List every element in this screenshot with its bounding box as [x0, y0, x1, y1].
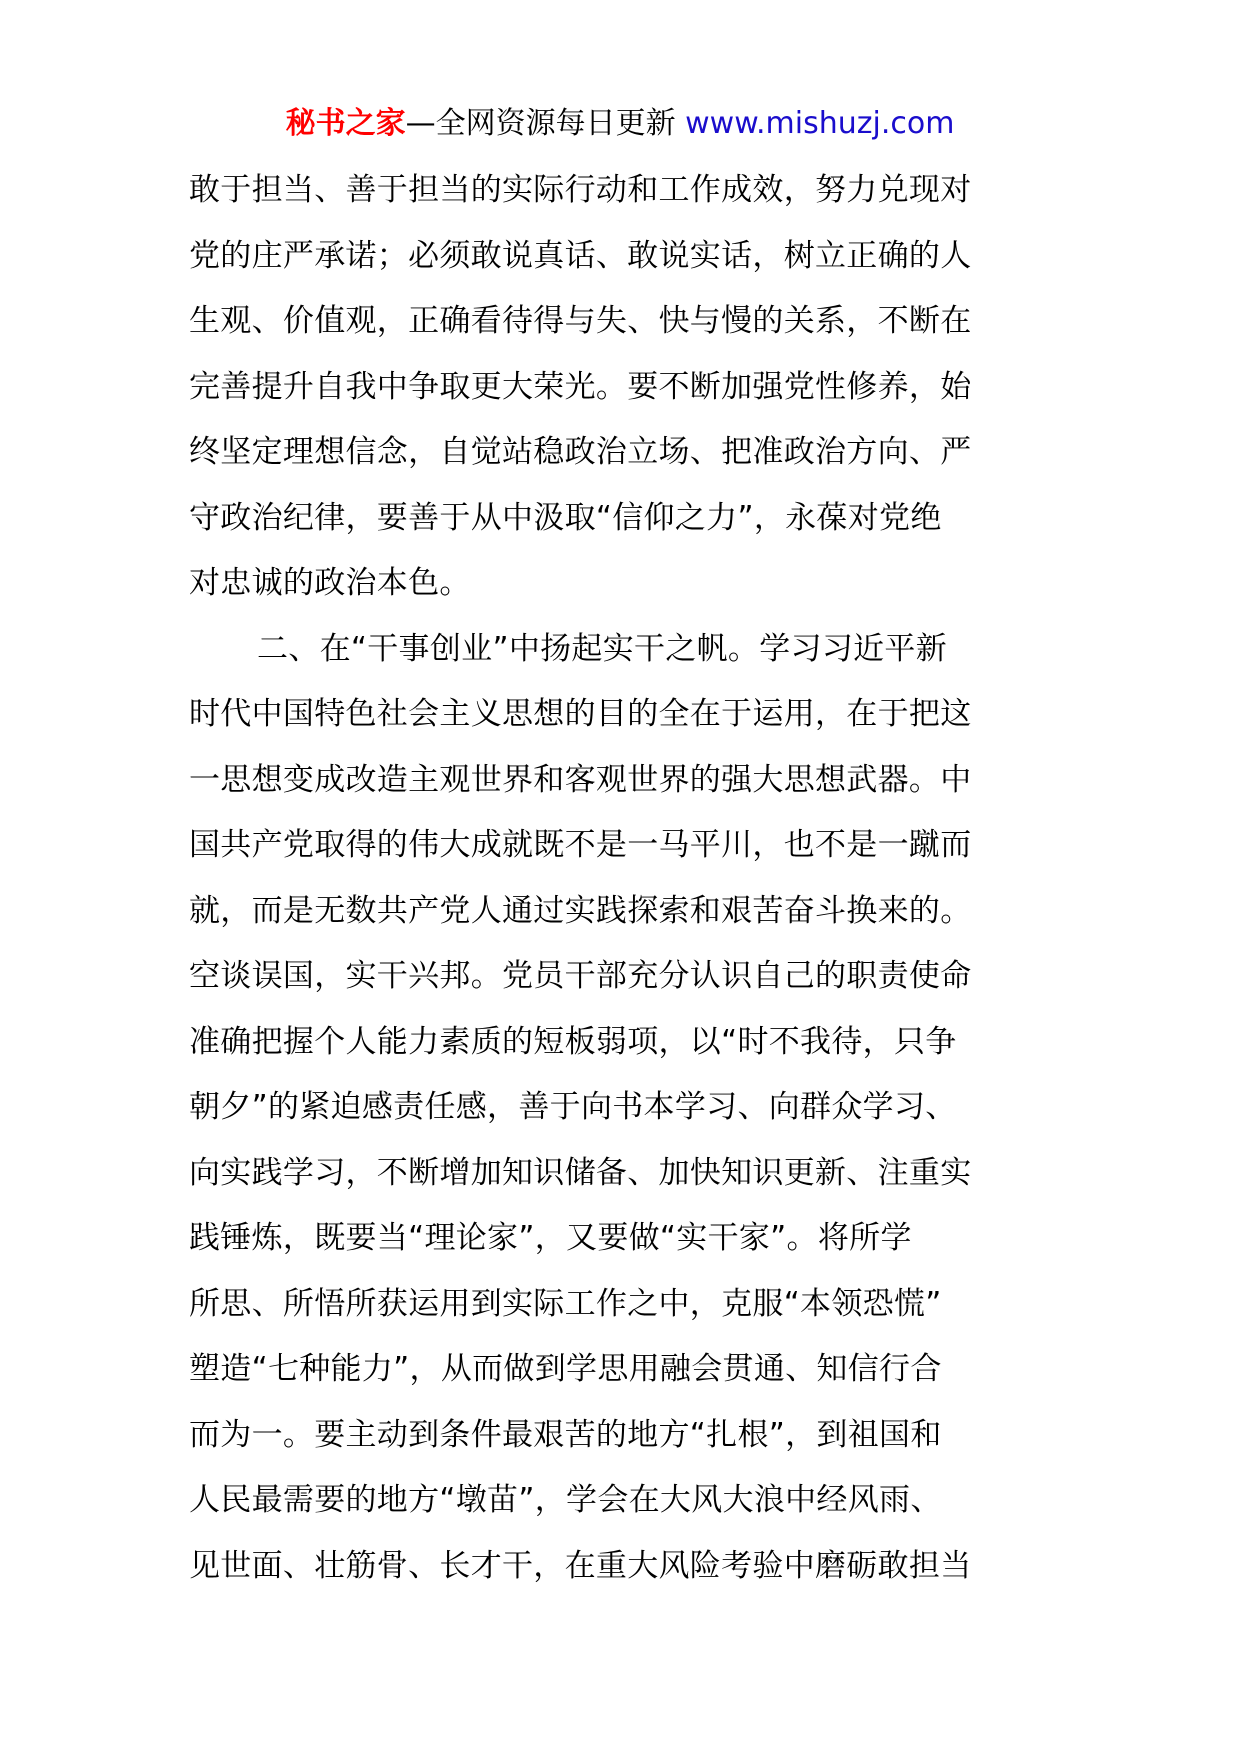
text-line: 所思、所悟所获运用到实际工作之中，克服“本领恐慌” [189, 1285, 942, 1322]
text-line: 终坚定理想信念，自觉站稳政治立场、把准政治方向、严 [189, 434, 972, 470]
text-line: 人民最需要的地方“墩苗”，学会在大风大浪中经风雨、 [189, 1482, 942, 1518]
text-line: 时代中国特色社会主义思想的目的全在于运用，在于把这 [189, 696, 972, 732]
text-line: 对忠诚的政治本色。 [189, 565, 471, 601]
text-line: 准确把握个人能力素质的短板弱项，以“时不我待，只争 [189, 1023, 957, 1060]
text-line: 就，而是无数共产党人通过实践探索和艰苦奋斗换来的。 [189, 892, 972, 929]
text-line: 向实践学习，不断增加知识储备、加快知识更新、注重实 [189, 1154, 972, 1191]
text-line: 而为一。要主动到条件最艰苦的地方“扎根”，到祖国和 [189, 1416, 942, 1453]
text-line: 见世面、壮筋骨、长才干，在重大风险考验中磨砺敢担当 [189, 1547, 972, 1584]
text-line: 践锤炼，既要当“理论家”，又要做“实干家”。将所学 [189, 1220, 912, 1256]
text-line: 一思想变成改造主观世界和客观世界的强大思想武器。中 [189, 761, 972, 798]
site-tagline: —全网资源每日更新 [405, 106, 686, 141]
text-line: 国共产党取得的伟大成就既不是一马平川，也不是一蹴而 [189, 827, 972, 863]
text-line: 朝夕”的紧迫感责任感，善于向书本学习、向群众学习、 [189, 1089, 957, 1125]
site-brand: 秘书之家 [285, 106, 406, 141]
document-body [189, 158, 1059, 1599]
text-line: 生观、价值观，正确看待得与失、快与慢的关系，不断在 [189, 303, 972, 339]
text-line: 守政治纪律，要善于从中汲取“信仰之力”，永葆对党绝 [189, 499, 942, 536]
page-header [0, 102, 1240, 146]
text-line: 塑造“七种能力”，从而做到学思用融会贯通、知信行合 [189, 1351, 942, 1387]
text-line: 敢于担当、善于担当的实际行动和工作成效，努力兑现对 [189, 172, 972, 208]
text-line: 党的庄严承诺；必须敢说真话、敢说实话，树立正确的人 [189, 237, 972, 274]
text-line: 完善提升自我中争取更大荣光。要不断加强党性修养，始 [189, 368, 972, 405]
site-url-link[interactable]: www.mishuzj.com [685, 106, 955, 141]
section-heading-line: 二、在“干事创业”中扬起实干之帆。学习习近平新 [257, 630, 948, 667]
text-line: 空谈误国，实干兴邦。党员干部充分认识自己的职责使命 [189, 958, 972, 994]
